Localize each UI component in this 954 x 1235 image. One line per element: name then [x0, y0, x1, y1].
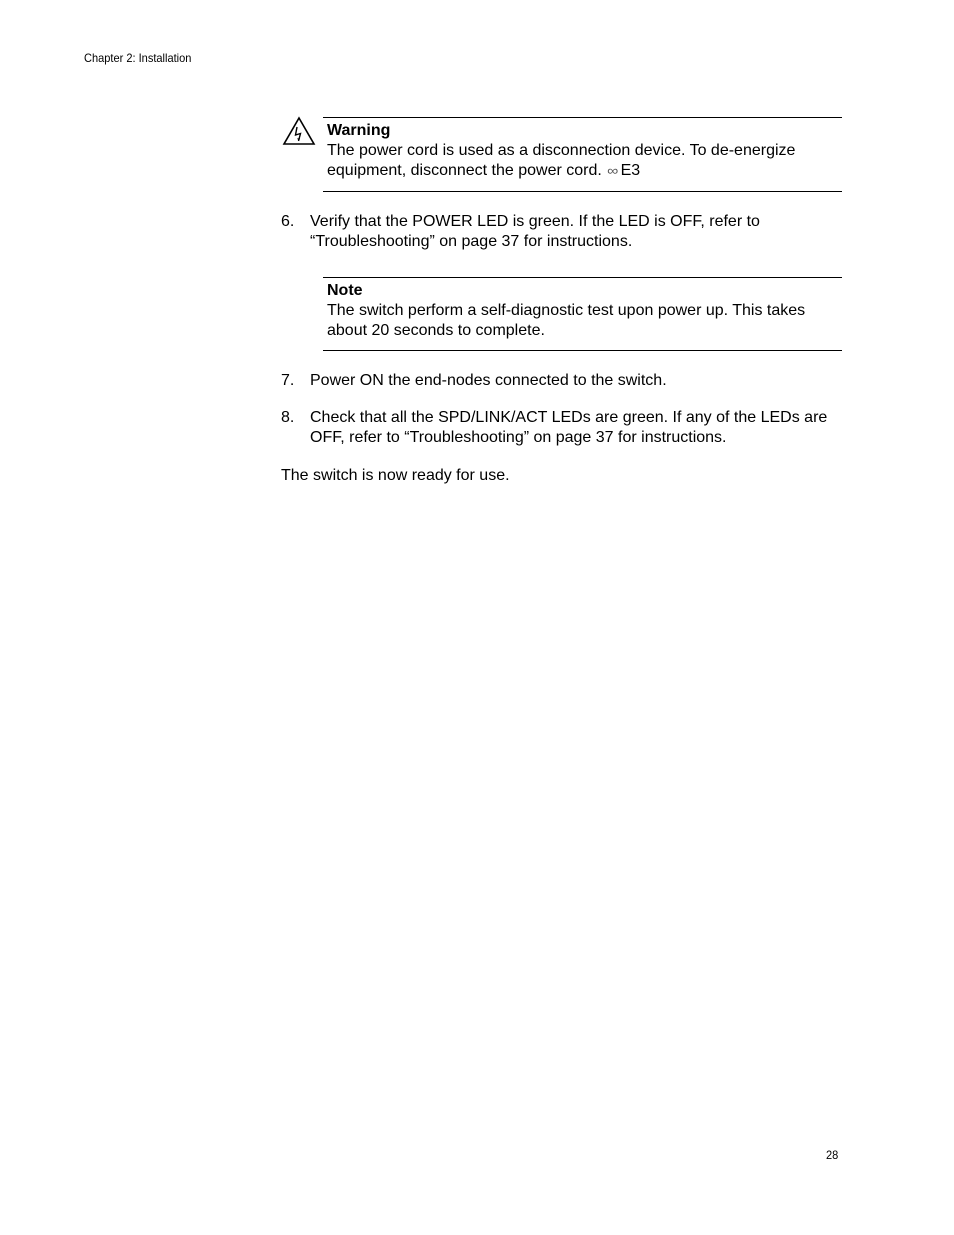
running-header: Chapter 2: Installation	[84, 51, 192, 65]
page-number: 28	[826, 1148, 839, 1162]
closing-paragraph: The switch is now ready for use.	[281, 467, 510, 484]
step-number: 8.	[281, 409, 295, 426]
step-number: 6.	[281, 213, 295, 230]
warning-callout	[323, 117, 842, 192]
electrical-hazard-warning-icon	[282, 116, 316, 146]
step-text: Verify that the POWER LED is green. If the LED is OFF, refer to “Troubleshooting” on page 37 for instructions.	[310, 213, 760, 250]
step-text: Check that all the SPD/LINK/ACT LEDs are green. If any of the LEDs are OFF, refer to “Troubleshooting” on page 37 for instructions.	[310, 409, 828, 446]
step-text: Power ON the end-nodes connected to the switch.	[310, 372, 667, 389]
note-title: Note	[327, 282, 363, 299]
step-number: 7.	[281, 372, 295, 389]
warning-text: The power cord is used as a disconnection device. To de-energize equipment, disconnect the power cord.	[327, 142, 796, 179]
note-callout	[323, 277, 842, 351]
warning-body	[327, 141, 842, 181]
translation-reference-icon: ∞	[607, 163, 619, 178]
warning-code: E3	[620, 162, 641, 179]
note-body: The switch perform a self-diagnostic test upon power up. This takes about 20 seconds to complete.	[327, 302, 806, 339]
warning-title: Warning	[327, 122, 391, 139]
